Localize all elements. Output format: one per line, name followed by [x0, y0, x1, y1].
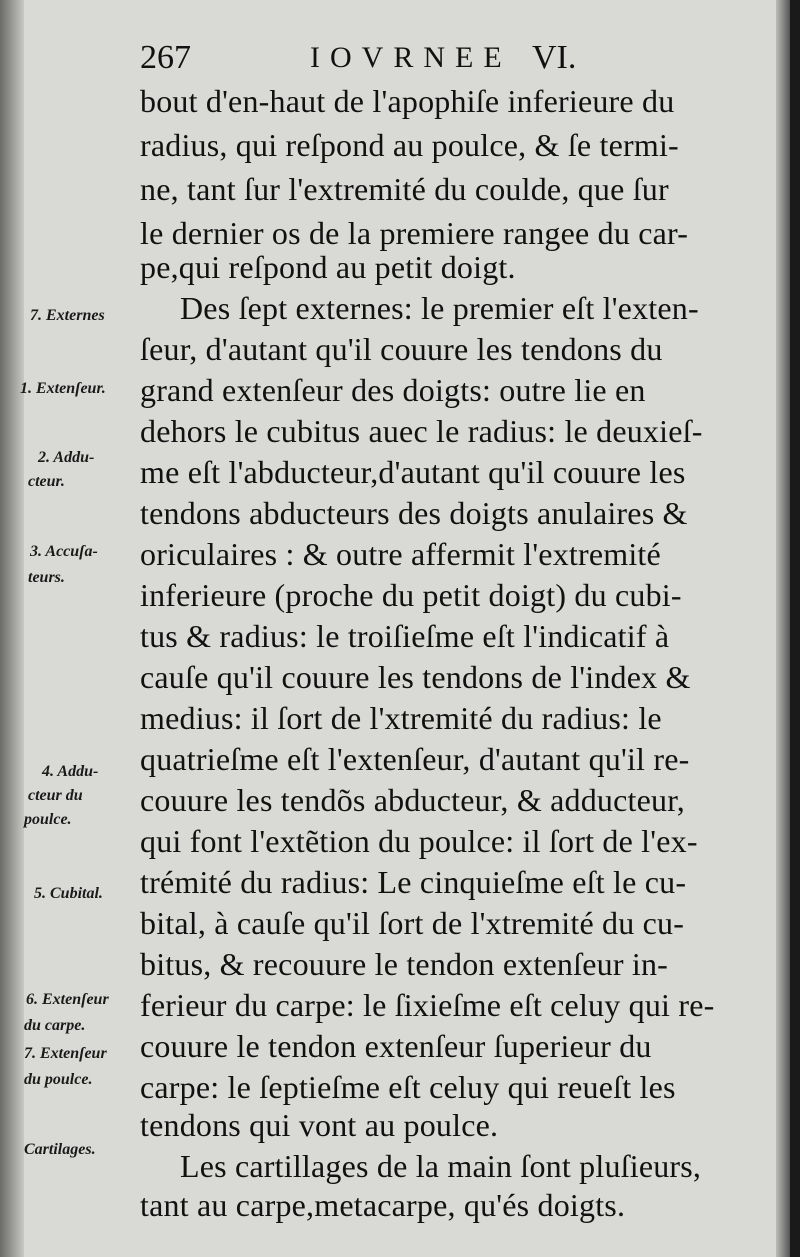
- text-line: medius: il ſort de l'xtremité du radius: le: [140, 700, 662, 736]
- margin-note: 7. Extenſeur: [24, 1045, 107, 1062]
- text-line: couure le tendon extenſeur ſuperieur du: [140, 1028, 652, 1064]
- text-line: tendons abducteurs des doigts anulaires &: [140, 495, 688, 531]
- margin-note: cteur.: [28, 473, 65, 490]
- text-line: le dernier os de la premiere rangee du car-: [140, 215, 689, 251]
- margin-note: du carpe.: [24, 1017, 86, 1034]
- text-line: radius, qui reſpond au poulce, & ſe termi-: [140, 127, 679, 163]
- margin-note: du poulce.: [24, 1071, 93, 1088]
- page-right-edge: [776, 0, 790, 1257]
- margin-note: 1. Extenſeur.: [20, 380, 106, 397]
- margin-note: 5. Cubital.: [34, 885, 103, 902]
- text-line: tant au carpe,metacarpe, qu'és doigts.: [140, 1187, 626, 1223]
- text-line: couure les tendõs abducteur, & adducteur,: [140, 782, 685, 818]
- margin-note: 3. Accuſa-: [30, 543, 98, 560]
- margin-note: Cartilages.: [24, 1141, 96, 1158]
- margin-note: 7. Externes: [30, 307, 105, 324]
- margin-note: 2. Addu-: [38, 449, 95, 466]
- margin-note: 4. Addu-: [42, 763, 99, 780]
- text-line: Des ſept externes: le premier eſt l'exten-: [180, 290, 699, 326]
- margin-note: cteur du: [28, 787, 83, 804]
- text-line: cauſe qu'il couure les tendons de l'index &: [140, 659, 691, 695]
- text-line: qui font l'extẽtion du poulce: il ſort de l'ex-: [140, 823, 698, 859]
- text-line: quatrieſme eſt l'extenſeur, d'autant qu'il re-: [140, 741, 690, 777]
- text-line: bout d'en-haut de l'apophiſe inferieure du: [140, 83, 675, 119]
- margin-note: 6. Extenſeur: [26, 991, 109, 1008]
- text-line: carpe: le ſeptieſme eſt celuy qui reueſt les: [140, 1069, 676, 1105]
- text-line: pe,qui reſpond au petit doigt.: [140, 249, 516, 285]
- text-line: bital, à cauſe qu'il ſort de l'xtremité du cu-: [140, 905, 685, 941]
- text-line: oriculaires : & outre affermit l'extremité: [140, 536, 661, 572]
- page-number: 267: [140, 39, 191, 76]
- text-line: grand extenſeur des doigts: outre lie en: [140, 372, 646, 408]
- text-line: ne, tant ſur l'extremité du coulde, que ſur: [140, 171, 669, 207]
- page-left-edge: [0, 0, 24, 1257]
- text-line: bitus, & recouure le tendon extenſeur in-: [140, 946, 669, 982]
- text-line: me eſt l'abducteur,d'autant qu'il couure les: [140, 454, 686, 490]
- text-line: tus & radius: le troiſieſme eſt l'indicatif à: [140, 618, 670, 654]
- text-line: Les cartillages de la main ſont pluſieurs,: [180, 1148, 702, 1184]
- text-line: ſeur, d'autant qu'il couure les tendons du: [140, 331, 663, 367]
- text-line: dehors le cubitus auec le radius: le deuxieſ-: [140, 413, 703, 449]
- running-title: IOVRNEE: [310, 41, 512, 74]
- margin-note: teurs.: [28, 569, 65, 586]
- text-line: trémité du radius: Le cinquieſme eſt le cu-: [140, 864, 687, 900]
- running-header: [140, 36, 640, 80]
- text-line: tendons qui vont au poulce.: [140, 1107, 499, 1143]
- day-number: VI.: [532, 39, 577, 76]
- text-line: ferieur du carpe: le ſixieſme eſt celuy qui re-: [140, 987, 715, 1023]
- margin-note: poulce.: [24, 811, 72, 828]
- text-line: inferieure (proche du petit doigt) du cubi-: [140, 577, 682, 613]
